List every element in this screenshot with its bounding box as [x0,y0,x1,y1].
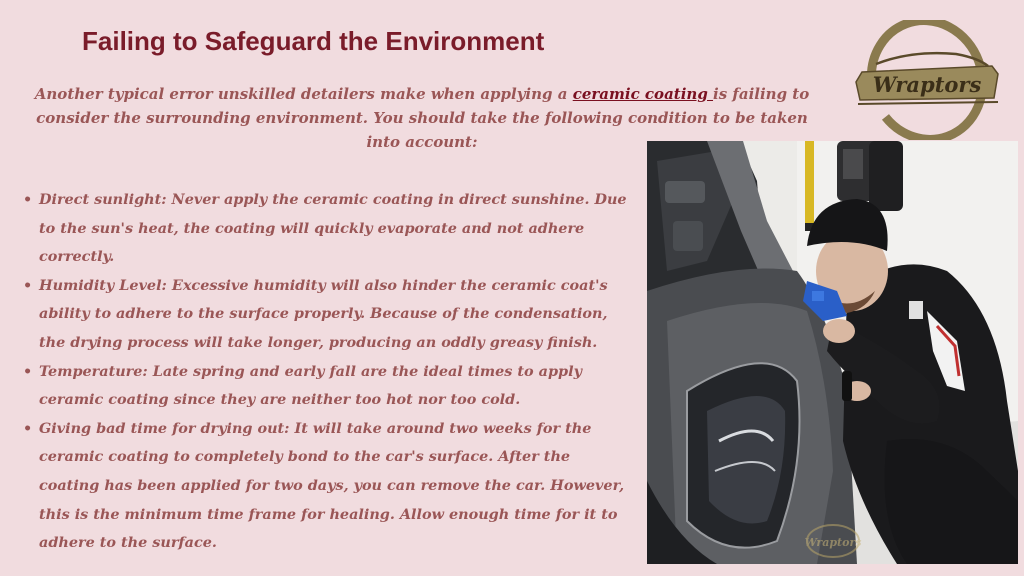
wraptors-logo-icon [852,20,1002,140]
list-item [22,358,634,415]
list-item [22,186,634,272]
bullet-icon: • [23,419,33,437]
intro-text-after: is failing to consider the surrounding environment. You should take the following condition to be taken into account: [36,85,810,151]
logo-text: Wraptors [872,72,982,97]
bullet-icon: • [23,276,33,294]
list-item [22,272,634,358]
bullet-icon: • [23,362,33,380]
list-item-text: Temperature: Late spring and early fall are the ideal times to apply ceramic coating since they are neither too hot nor too cold. [39,362,582,409]
list-item-text: Giving bad time for drying out: It will take around two weeks for the ceramic coating to completely bond to the car's surface. After the coating has been applied for two days, you can remove the car. However, this is the minimum time frame for healing. Allow enough time for it to adhere to the surface. [39,419,625,552]
list-item [22,415,634,558]
list-item-text: Humidity Level: Excessive humidity will also hinder the ceramic coat's ability to adhere to the surface properly. Because of the condensation, the drying process will take longer, producing an oddly greasy finish. [39,276,608,351]
list-item-text: Direct sunlight: Never apply the ceramic coating in direct sunshine. Due to the sun's heat, the coating will quickly evaporate and not adhere correctly. [39,191,627,266]
condition-list [22,186,634,558]
detailer-photo-icon [647,141,1018,564]
bullet-icon: • [23,191,33,208]
ceramic-coating-link[interactable]: ceramic coating [572,85,714,103]
page-title: Failing to Safeguard the Environment [82,26,545,56]
intro-text-before: Another typical error unskilled detailers make when applying a [34,85,573,103]
photo-watermark: Wraptors [804,536,862,549]
